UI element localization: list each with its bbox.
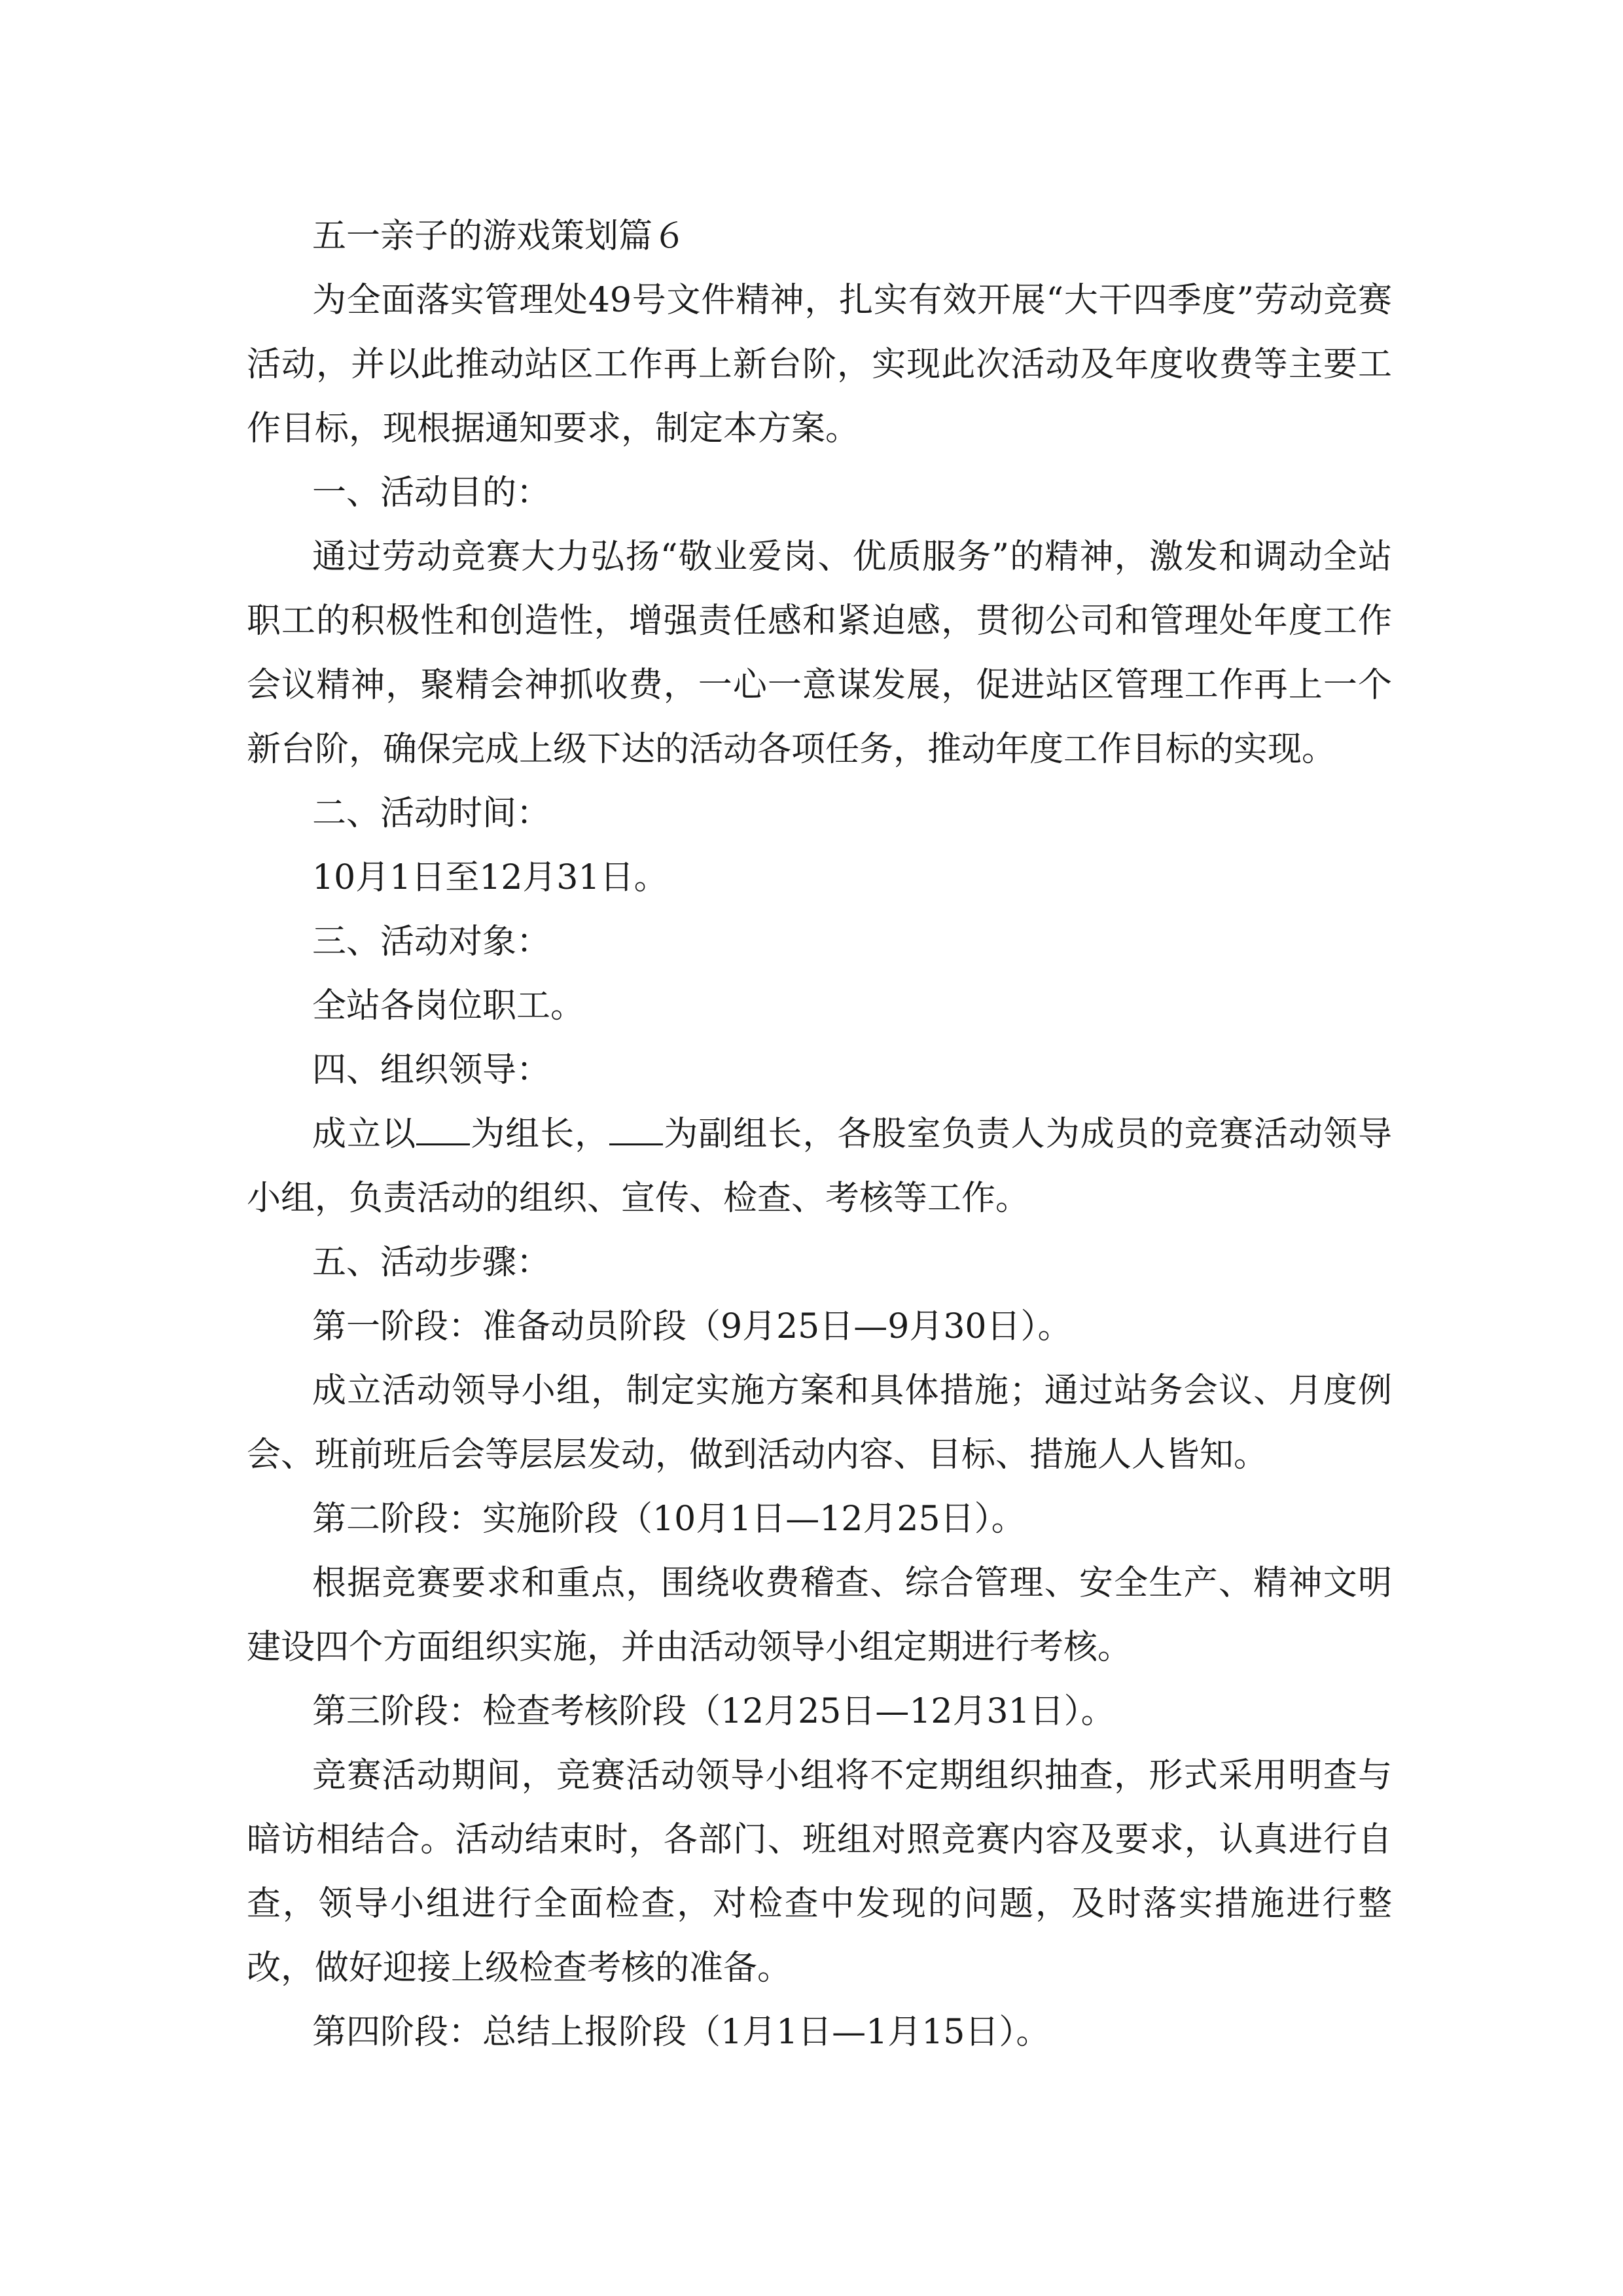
stage1-body: 成立活动领导小组，制定实施方案和具体措施；通过站务会议、月度例会、班前班后会等层层发动，做到活动内容、目标、措施人人皆知。 (247, 1371, 1392, 1475)
blank-line-deputy (609, 1117, 663, 1145)
section-heading-target: 三、活动对象： (312, 922, 551, 961)
leadership-text-part1: 成立以 (312, 1115, 417, 1154)
stage4-heading: 第四阶段：总结上报阶段（1月1日—1月15日）。 (312, 2013, 1050, 2052)
section-heading-steps: 五、活动步骤： (312, 1243, 551, 1282)
section-heading-leadership: 四、组织领导： (312, 1050, 551, 1090)
section-heading-purpose: 一、活动目的： (312, 473, 551, 512)
stage2-body: 根据竞赛要求和重点，围绕收费稽查、综合管理、安全生产、精神文明建设四个方面组织实施，并由活动领导小组定期进行考核。 (247, 1564, 1392, 1667)
section-heading-time: 二、活动时间： (312, 794, 551, 833)
blank-line-leader (416, 1117, 470, 1145)
intro-paragraph: 为全面落实管理处49号文件精神，扎实有效开展“大干四季度”劳动竞赛活动，并以此推动站区工作再上新台阶，实现此次活动及年度收费等主要工作目标，现根据通知要求，制定本方案。 (247, 281, 1392, 448)
leadership-text-part2: 为组长， (470, 1115, 610, 1154)
section-body-purpose: 通过劳动竞赛大力弘扬“敬业爱岗、优质服务”的精神，激发和调动全站职工的积极性和创造性，增强责任感和紧迫感，贯彻公司和管理处年度工作会议精神，聚精会神抓收费，一心一意谋发展，促进站区管理工作再上一个新台阶，确保完成上级下达的活动各项任务，推动年度工作目标的实现。 (247, 537, 1392, 769)
section-body-leadership (247, 1102, 1392, 1230)
stage1-heading: 第一阶段：准备动员阶段（9月25日—9月30日）。 (312, 1307, 1072, 1346)
section-body-target: 全站各岗位职工。 (312, 986, 585, 1026)
section-body-time: 10月1日至12月31日。 (312, 858, 668, 897)
document-body (247, 204, 1392, 2064)
leadership-text-part3: 为副组长，各股室负责人为成员的竞赛活动领导小组，负责活动的组织、宣传、检查、考核等工作。 (247, 1115, 1392, 1218)
stage3-heading: 第三阶段：检查考核阶段（12月25日—12月31日）。 (312, 1692, 1115, 1731)
stage3-body: 竞赛活动期间，竞赛活动领导小组将不定期组织抽查，形式采用明查与暗访相结合。活动结束时，各部门、班组对照竞赛内容及要求，认真进行自查，领导小组进行全面检查，对检查中发现的问题，及时落实措施进行整改，做好迎接上级检查考核的准备。 (247, 1756, 1392, 1988)
stage2-heading: 第二阶段：实施阶段（10月1日—12月25日）。 (312, 1499, 1026, 1539)
document-title: 五一亲子的游戏策划篇６ (312, 217, 687, 256)
